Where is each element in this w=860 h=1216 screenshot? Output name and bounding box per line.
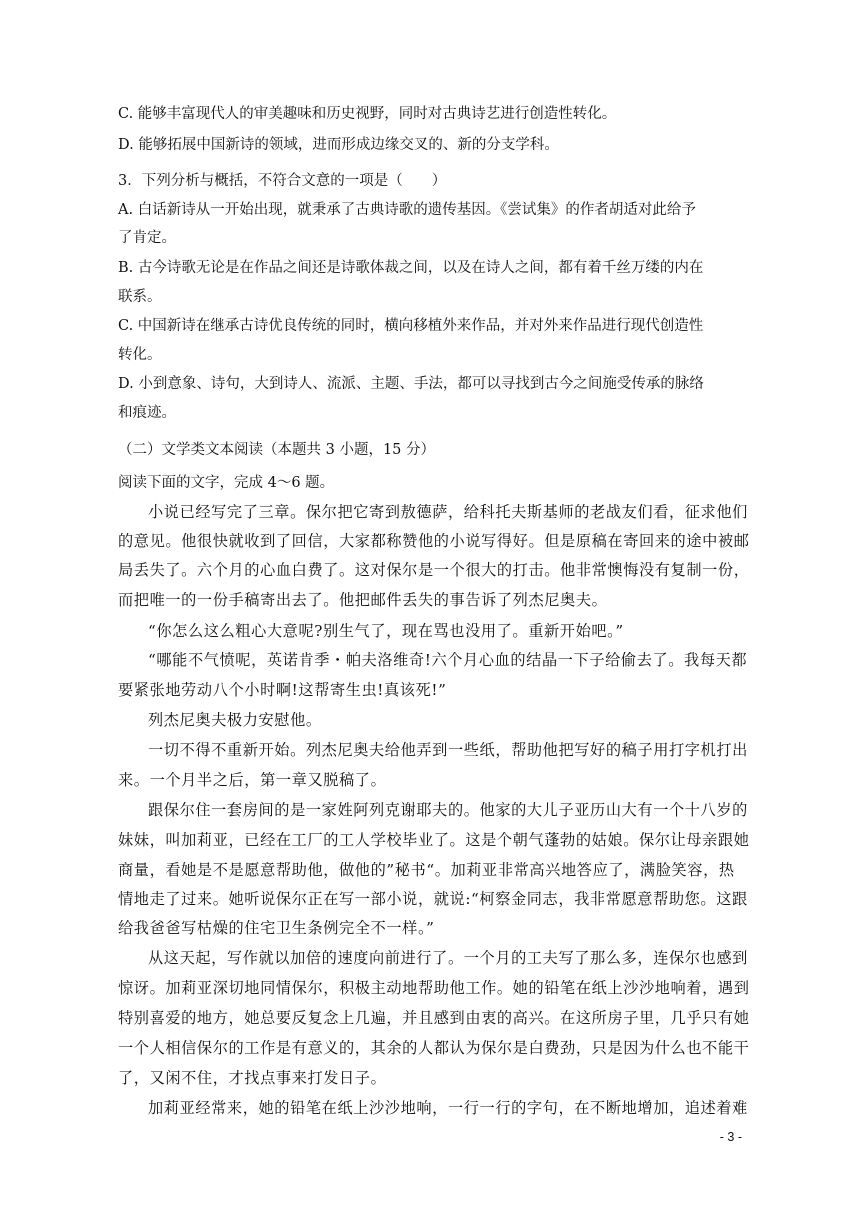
option-d-prev: D. 能够拓展中国新诗的领域，进而形成边缘交叉的、新的分支学科。 bbox=[118, 137, 559, 153]
passage-line: 一切不得不重新开始。列杰尼奥夫给他弄到一些纸，帮助他把写好的稿子用打字机打出 bbox=[148, 741, 748, 759]
option-c-prev: C. 能够丰富现代人的审美趣味和历史视野，同时对古典诗艺进行创造性转化。 bbox=[118, 106, 617, 122]
passage-line: 从这天起，写作就以加倍的速度向前进行了。一个月的工夫写了那么多，连保尔也感到 bbox=[148, 949, 748, 967]
q3-option-c-line1: C. 中国新诗在继承古诗优良传统的同时，横向移植外来作品，并对外来作品进行现代创造性 bbox=[118, 318, 704, 334]
passage-line: 惊讶。加莉亚深切地同情保尔，积极主动地帮助他工作。她的铅笔在纸上沙沙地响着，遇到 bbox=[118, 979, 750, 997]
page-number: - 3 - bbox=[719, 1130, 742, 1144]
passage-line: 商量，看她是不是愿意帮助他，做他的”秘书“。加莉亚非常高兴地答应了，满脸笑容，热 bbox=[118, 861, 735, 879]
passage-line: 了，又闲不住，才找点事来打发日子。 bbox=[118, 1069, 387, 1087]
q3-option-d-line1: D. 小到意象、诗句，大到诗人、流派、主题、手法，都可以寻找到古今之间施受传承的脉络 bbox=[118, 376, 704, 392]
q3-option-b-line1: B. 古今诗歌无论是在作品之间还是诗歌体裁之间，以及在诗人之间，都有着千丝万缕的内在 bbox=[118, 260, 704, 276]
q3-option-b-line2: 联系。 bbox=[118, 289, 162, 305]
passage-line: 的意见。他很快就收到了回信，大家都称赞他的小说写得好。但是原稿在寄回来的途中被邮 bbox=[118, 532, 750, 550]
q3-option-d-line2: 和痕迹。 bbox=[118, 405, 176, 421]
passage-line: 特别喜爱的地方，她总要反复念上几遍，并且感到由衷的高兴。在这所房子里，几乎只有她 bbox=[118, 1009, 750, 1027]
passage-line: 列杰尼奥夫极力安慰他。 bbox=[148, 711, 322, 729]
passage-line: 来。一个月半之后，第一章又脱稿了。 bbox=[118, 771, 387, 789]
passage-line: “你怎么这么粗心大意呢?别生气了，现在骂也没用了。重新开始吧。” bbox=[148, 622, 624, 640]
q3-option-a-line1: A. 白话新诗从一开始出现，就秉承了古典诗歌的遗传基因。《尝试集》的作者胡适对此给予 bbox=[118, 202, 696, 218]
question-3-stem: 3．下列分析与概括，不符合文意的一项是（ ） bbox=[118, 173, 447, 189]
passage-line: “哪能不气愤呢，英诺肯季・帕夫洛维奇!六个月心血的结晶一下子给偷去了。我每天都 bbox=[148, 651, 748, 669]
passage-line: 情地走了过来。她听说保尔正在写一部小说，就说:“柯察金同志，我非常愿意帮助您。这跟 bbox=[118, 890, 748, 908]
section-instruction: 阅读下面的文字，完成 4～6 题。 bbox=[118, 475, 335, 491]
section-heading: （二）文学类文本阅读（本题共 3 小题，15 分） bbox=[118, 442, 436, 458]
passage-line: 跟保尔住一套房间的是一家姓阿列克谢耶夫的。他家的大儿子亚历山大有一个十八岁的 bbox=[148, 801, 748, 819]
passage-line: 局丢失了。六个月的心血白费了。这对保尔是一个很大的打击。他非常懊悔没有复制一份， bbox=[118, 561, 750, 579]
passage-line: 小说已经写完了三章。保尔把它寄到敖德萨，给科托夫斯基师的老战友们看，征求他们 bbox=[148, 503, 748, 521]
q3-option-c-line2: 转化。 bbox=[118, 347, 162, 363]
passage-line: 要紧张地劳动八个小时啊!这帮寄生虫!真该死!” bbox=[118, 681, 447, 699]
passage-line: 妹妹，叫加莉亚，已经在工厂的工人学校毕业了。这是个朝气蓬勃的姑娘。保尔让母亲跟她 bbox=[118, 831, 750, 849]
passage-line: 一个人相信保尔的工作是有意义的，其余的人都认为保尔是白费劲，只是因为什么也不能干 bbox=[118, 1039, 750, 1057]
passage-line: 给我爸爸写枯燥的住宅卫生条例完全不一样。” bbox=[118, 919, 435, 937]
passage-line: 而把唯一的一份手稿寄出去了。他把邮件丢失的事告诉了列杰尼奥夫。 bbox=[118, 591, 608, 609]
passage-line: 加莉亚经常来，她的铅笔在纸上沙沙地响，一行一行的字句，在不断地增加，追述着难 bbox=[148, 1099, 748, 1117]
q3-option-a-line2: 了肯定。 bbox=[118, 230, 176, 246]
